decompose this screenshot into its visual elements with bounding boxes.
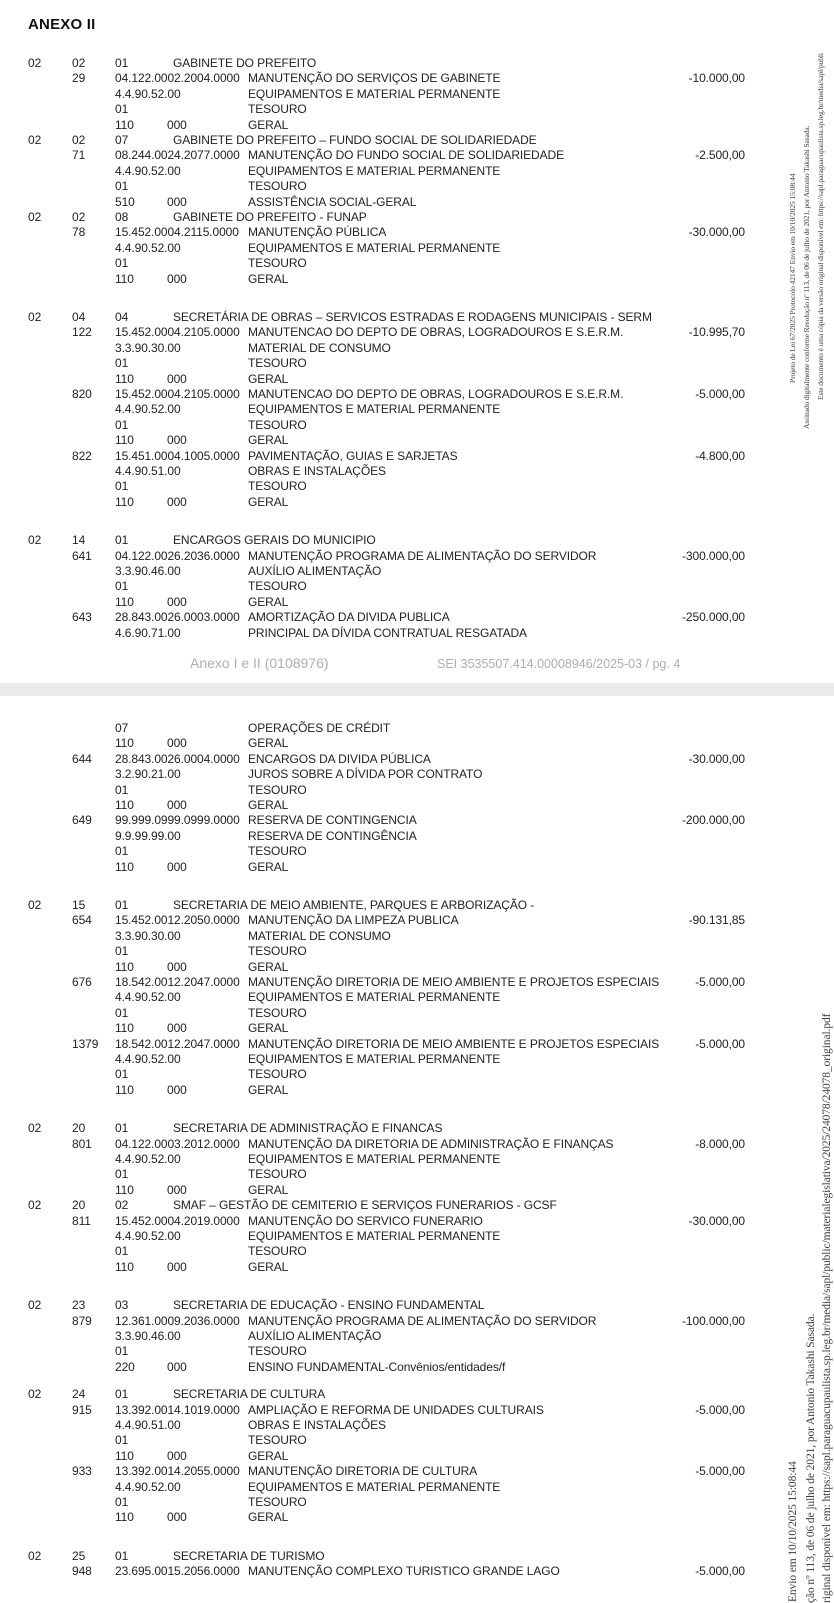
cell-unidade-ficha: 654 (72, 913, 92, 928)
cell-code: 02 (115, 1198, 129, 1213)
description: MANUTENÇÃO PROGRAMA DE ALIMENTAÇÃO DO SERVIDOR (248, 548, 597, 563)
cell-code: 01 (115, 1433, 129, 1448)
description: GERAL (248, 1082, 289, 1097)
cell-unidade-ficha: 676 (72, 975, 92, 989)
cell-code: 110 (115, 1510, 134, 1525)
cell-code: 4.4.90.52.00 (115, 1052, 181, 1066)
cell-code: 4.4.90.52.00 (115, 86, 181, 101)
description: TESOURO (248, 1067, 307, 1082)
description: ASSISTÊNCIA SOCIAL-GERAL (248, 194, 417, 209)
description: GERAL (248, 594, 289, 609)
description: GERAL (248, 959, 289, 974)
cell-unidade-ficha: 14 (72, 533, 86, 548)
description: OPERAÇÕES DE CRÉDIT (248, 721, 391, 735)
cell-code: 01 (115, 1121, 129, 1136)
cell-unidade-ficha: 643 (72, 610, 92, 625)
description: GERAL (248, 1021, 289, 1036)
description: EQUIPAMENTOS E MATERIAL PERMANENTE (248, 1152, 501, 1166)
cell-code: 04.122.0002.2004.0000 (115, 71, 240, 86)
cell-code: 4.4.90.52.00 (115, 1479, 181, 1494)
description: RESERVA DE CONTINGÊNCIA (248, 828, 417, 843)
cell-code: 15.452.0004.2115.0000 (115, 225, 239, 240)
cell-subcode: 000 (167, 271, 187, 286)
description: MATERIAL DE CONSUMO (248, 928, 391, 943)
cell-unidade-ficha: 1379 (72, 1036, 99, 1051)
description: MANUTENÇÃO COMPLEXO TURISTICO GRANDE LAGO (248, 1564, 560, 1579)
cell-code: 110 (115, 494, 134, 509)
cell-code: 03 (115, 1298, 129, 1313)
description: EQUIPAMENTOS E MATERIAL PERMANENTE (248, 1229, 501, 1243)
cell-code: 4.4.90.52.00 (115, 163, 181, 178)
description: MANUTENÇÃO DO SERVIÇOS DE GABINETE (248, 71, 501, 86)
cell-orgao: 02 (28, 898, 42, 912)
cell-code: 110 (115, 1182, 134, 1197)
cell-code: 3.2.90.21.00 (115, 767, 181, 782)
cell-subcode: 000 (167, 494, 187, 509)
description: AMPLIAÇÃO E REFORMA DE UNIDADES CULTURAIS (248, 1402, 544, 1417)
description: MATERIAL DE CONSUMO (248, 340, 391, 355)
cell-code: 01 (115, 844, 129, 859)
cell-code: 15.452.0004.2105.0000 (115, 325, 240, 340)
description: GERAL (248, 798, 289, 812)
cell-code: 18.542.0012.2047.0000 (115, 1036, 240, 1051)
cell-subcode: 000 (167, 736, 187, 751)
signature-stamp-line: ção nº 113, de 06 de julho de 2021, por Antonio Takashi Sasada. (805, 1313, 817, 1603)
description: GERAL (248, 1510, 289, 1525)
cell-code: 9.9.99.99.00 (115, 828, 181, 843)
footer-doc-ref: Anexo I e II (0108976) (190, 655, 329, 671)
cell-code: 3.3.90.30.00 (115, 928, 181, 943)
group-title: SECRETÁRIA DE OBRAS – SERVICOS ESTRADAS E RODAGENS MUNICIPAIS - SERM (173, 310, 652, 324)
cell-code: 28.843.0026.0004.0000 (115, 751, 240, 766)
amount: -30.000,00 (688, 751, 745, 766)
cell-unidade-ficha: 948 (72, 1564, 92, 1579)
description: TESOURO (248, 356, 307, 371)
amount: -5.000,00 (695, 1402, 745, 1417)
description: TESOURO (248, 1244, 307, 1259)
description: OBRAS E INSTALAÇÕES (248, 464, 386, 478)
description: ENSINO FUNDAMENTAL-Convênios/entidades/f (248, 1359, 506, 1374)
amount: -30.000,00 (688, 225, 745, 240)
description: EQUIPAMENTOS E MATERIAL PERMANENTE (248, 990, 501, 1005)
description: AUXÍLIO ALIMENTAÇÃO (248, 1329, 382, 1343)
description: GERAL (248, 1448, 289, 1463)
cell-code: 110 (115, 1021, 134, 1036)
cell-orgao: 02 (28, 1121, 42, 1136)
cell-code: 3.3.90.30.00 (115, 340, 181, 355)
amount: -5.000,00 (695, 1464, 745, 1479)
cell-code: 110 (115, 798, 134, 812)
cell-code: 12.361.0009.2036.0000 (115, 1313, 240, 1328)
cell-unidade-ficha: 820 (72, 387, 92, 401)
amount: -8.000,00 (695, 1136, 745, 1151)
cell-code: 15.452.0012.2050.0000 (115, 913, 240, 928)
cell-subcode: 000 (167, 1448, 187, 1463)
cell-code: 01 (115, 1067, 129, 1082)
description: GERAL (248, 1182, 289, 1197)
cell-orgao: 02 (28, 1387, 42, 1402)
description: GERAL (248, 736, 289, 751)
cell-code: 4.4.90.52.00 (115, 1152, 181, 1166)
cell-code: 110 (115, 736, 134, 751)
description: MANUTENÇÃO DIRETORIA DE MEIO AMBIENTE E PROJETOS ESPECIAIS (248, 975, 660, 989)
amount: -5.000,00 (695, 1564, 745, 1579)
cell-code: 15.452.0004.2019.0000 (115, 1213, 240, 1228)
cell-orgao: 02 (28, 1298, 42, 1313)
amount: -5.000,00 (695, 975, 745, 989)
cell-code: 01 (115, 256, 129, 271)
cell-code: 15.452.0004.2105.0000 (115, 387, 240, 401)
cell-code: 04 (115, 310, 129, 324)
cell-code: 01 (115, 1495, 129, 1509)
cell-code: 110 (115, 1082, 134, 1097)
cell-orgao: 02 (28, 1548, 42, 1563)
cell-code: 01 (115, 1005, 129, 1020)
cell-code: 4.4.90.51.00 (115, 1418, 181, 1432)
cell-subcode: 000 (167, 1359, 187, 1374)
cell-code: 4.6.90.71.00 (115, 625, 181, 640)
description: GERAL (248, 1259, 289, 1274)
cell-subcode: 000 (167, 1259, 187, 1274)
description: ENCARGOS DA DIVIDA PÚBLICA (248, 751, 431, 766)
group-title: SECRETARIA DE TURISMO (173, 1548, 325, 1563)
cell-code: 04.122.0003.2012.0000 (115, 1136, 240, 1151)
cell-unidade-ficha: 933 (72, 1464, 92, 1479)
cell-code: 110 (115, 959, 134, 974)
cell-code: 08.244.0024.2077.0000 (115, 148, 240, 163)
footer-sei-ref: SEI 3535507.414.00008946/2025-03 / pg. 4 (437, 657, 681, 671)
description: RESERVA DE CONTINGENCIA (248, 813, 417, 828)
description: AMORTIZAÇÃO DA DIVIDA PUBLICA (248, 610, 450, 625)
cell-code: 4.4.90.52.00 (115, 990, 181, 1005)
cell-unidade-ficha: 20 (72, 1121, 86, 1136)
signature-stamp-line: riginal disponível em: https://sapl.paraguacupaulista.sp.leg.br/media/sapl/public/materialegislativa/2025/24078/24078_original.pdf (821, 1013, 833, 1603)
cell-code: 07 (115, 721, 129, 735)
cell-orgao: 02 (28, 133, 42, 147)
cell-code: 99.999.0999.0999.0000 (115, 813, 240, 828)
cell-code: 4.4.90.52.00 (115, 1229, 181, 1243)
description: MANUTENCAO DO DEPTO DE OBRAS, LOGRADOUROS E S.E.R.M. (248, 387, 624, 401)
cell-orgao: 02 (28, 310, 42, 324)
cell-code: 08 (115, 210, 129, 224)
cell-subcode: 000 (167, 859, 187, 874)
description: GERAL (248, 494, 289, 509)
cell-code: 01 (115, 102, 129, 117)
cell-unidade-ficha: 20 (72, 1198, 86, 1213)
cell-code: 01 (115, 1387, 129, 1402)
description: MANUTENÇÃO PÚBLICA (248, 225, 387, 240)
cell-subcode: 000 (167, 594, 187, 609)
cell-unidade-ficha: 24 (72, 1387, 86, 1402)
signature-stamp-line: Projeto de Lei 67/2025 Protocolo 42147 Envio em 10/10/2025 15:08:44 (788, 173, 797, 383)
group-title: GABINETE DO PREFEITO (173, 56, 317, 70)
group-title: ENCARGOS GERAIS DO MUNICIPIO (173, 533, 376, 548)
description: TESOURO (248, 256, 307, 271)
cell-code: 13.392.0014.1019.0000 (115, 1402, 240, 1417)
description: TESOURO (248, 179, 307, 194)
cell-unidade-ficha: 78 (72, 225, 86, 240)
description: MANUTENCAO DO DEPTO DE OBRAS, LOGRADOUROS E S.E.R.M. (248, 325, 624, 340)
group-title: SECRETARIA DE CULTURA (173, 1387, 326, 1402)
description: GERAL (248, 117, 289, 132)
cell-code: 13.392.0014.2055.0000 (115, 1464, 240, 1479)
cell-unidade-ficha: 649 (72, 813, 92, 828)
description: EQUIPAMENTOS E MATERIAL PERMANENTE (248, 163, 501, 178)
cell-code: 01 (115, 782, 129, 797)
cell-unidade-ficha: 15 (72, 898, 86, 912)
cell-code: 28.843.0026.0003.0000 (115, 610, 240, 625)
cell-unidade-ficha: 801 (72, 1136, 92, 1151)
description: AUXÍLIO ALIMENTAÇÃO (248, 564, 382, 578)
group-title: SECRETARIA DE MEIO AMBIENTE, PARQUES E ARBORIZAÇÃO - (173, 898, 535, 912)
description: TESOURO (248, 944, 307, 959)
cell-code: 15.451.0004.1005.0000 (115, 448, 240, 463)
description: TESOURO (248, 782, 307, 797)
cell-subcode: 000 (167, 1082, 187, 1097)
cell-unidade-ficha: 02 (72, 56, 86, 70)
description: EQUIPAMENTOS E MATERIAL PERMANENTE (248, 240, 501, 255)
cell-code: 4.4.90.52.00 (115, 402, 181, 417)
cell-code: 110 (115, 117, 134, 132)
cell-code: 3.3.90.46.00 (115, 564, 181, 578)
amount: -300.000,00 (682, 548, 745, 563)
group-title: SECRETARIA DE EDUCAÇÃO - ENSINO FUNDAMENTAL (173, 1298, 485, 1313)
cell-orgao: 02 (28, 56, 42, 70)
description: TESOURO (248, 1167, 307, 1182)
description: TESOURO (248, 844, 307, 859)
cell-subcode: 000 (167, 194, 187, 209)
group-title: GABINETE DO PREFEITO – FUNDO SOCIAL DE SOLIDARIEDADE (173, 133, 537, 147)
signature-stamp-line: Este documento é uma cópia da versão original disponível em: https://sapl.paraguacupaulista.sp.leg.br/media/sapl/publi (816, 53, 825, 400)
description: PAVIMENTAÇÃO, GUIAS E SARJETAS (248, 448, 458, 463)
cell-code: 01 (115, 1244, 129, 1259)
amount: -2.500,00 (695, 148, 745, 163)
cell-code: 01 (115, 944, 129, 959)
cell-unidade-ficha: 811 (72, 1213, 91, 1228)
description: MANUTENÇÃO DIRETORIA DE MEIO AMBIENTE E PROJETOS ESPECIAIS (248, 1036, 660, 1051)
amount: -5.000,00 (695, 1036, 745, 1051)
group-title: SMAF – GESTÃO DE CEMITERIO E SERVIÇOS FUNERARIOS - GCSF (173, 1198, 557, 1213)
cell-subcode: 000 (167, 959, 187, 974)
cell-code: 01 (115, 1167, 129, 1182)
cell-unidade-ficha: 02 (72, 210, 86, 224)
cell-unidade-ficha: 23 (72, 1298, 86, 1313)
cell-code: 01 (115, 1548, 129, 1563)
cell-code: 01 (115, 417, 129, 432)
cell-code: 01 (115, 1344, 129, 1359)
cell-unidade-ficha: 71 (72, 148, 86, 163)
description: TESOURO (248, 1433, 307, 1448)
amount: -250.000,00 (682, 610, 745, 625)
cell-orgao: 02 (28, 210, 42, 224)
cell-unidade-ficha: 02 (72, 133, 86, 147)
cell-code: 510 (115, 194, 135, 209)
cell-code: 110 (115, 371, 134, 386)
cell-unidade-ficha: 644 (72, 751, 92, 766)
description: EQUIPAMENTOS E MATERIAL PERMANENTE (248, 1479, 501, 1494)
cell-code: 220 (115, 1359, 135, 1374)
cell-code: 4.4.90.52.00 (115, 240, 181, 255)
cell-code: 07 (115, 133, 129, 147)
cell-code: 01 (115, 179, 129, 194)
cell-code: 01 (115, 579, 129, 594)
description: OBRAS E INSTALAÇÕES (248, 1418, 386, 1432)
cell-subcode: 000 (167, 1510, 187, 1525)
description: TESOURO (248, 479, 307, 494)
amount: -4.800,00 (695, 448, 745, 463)
cell-code: 110 (115, 1448, 134, 1463)
cell-code: 110 (115, 859, 134, 874)
description: JUROS SOBRE A DÍVIDA POR CONTRATO (248, 767, 483, 782)
amount: -30.000,00 (688, 1213, 745, 1228)
cell-code: 01 (115, 479, 129, 494)
cell-subcode: 000 (167, 1182, 187, 1197)
cell-unidade-ficha: 25 (72, 1548, 86, 1563)
description: EQUIPAMENTOS E MATERIAL PERMANENTE (248, 402, 501, 417)
description: TESOURO (248, 417, 307, 432)
cell-code: 01 (115, 356, 129, 371)
description: MANUTENÇÃO DIRETORIA DE CULTURA (248, 1464, 478, 1479)
description: GERAL (248, 433, 289, 448)
description: GERAL (248, 859, 289, 874)
cell-orgao: 02 (28, 533, 42, 548)
cell-unidade-ficha: 641 (72, 548, 92, 563)
cell-subcode: 000 (167, 798, 187, 812)
cell-code: 01 (115, 533, 129, 548)
description: MANUTENÇÃO DO SERVICO FUNERARIO (248, 1213, 483, 1228)
description: TESOURO (248, 102, 307, 117)
description: TESOURO (248, 579, 307, 594)
cell-subcode: 000 (167, 433, 187, 448)
amount: -5.000,00 (695, 387, 745, 401)
description: GERAL (248, 371, 289, 386)
amount: -200.000,00 (682, 813, 745, 828)
amount: -100.000,00 (682, 1313, 745, 1328)
cell-code: 4.4.90.51.00 (115, 464, 181, 478)
cell-code: 01 (115, 898, 129, 912)
cell-code: 04.122.0026.2036.0000 (115, 548, 240, 563)
cell-orgao: 02 (28, 1198, 42, 1213)
amount: -90.131,85 (688, 913, 745, 928)
description: MANUTENÇÃO PROGRAMA DE ALIMENTAÇÃO DO SERVIDOR (248, 1313, 597, 1328)
cell-code: 01 (115, 56, 129, 70)
page-title: ANEXO II (28, 16, 96, 33)
description: GERAL (248, 271, 289, 286)
amount: -10.000,00 (688, 71, 745, 86)
description: TESOURO (248, 1005, 307, 1020)
cell-code: 18.542.0012.2047.0000 (115, 975, 240, 989)
cell-unidade-ficha: 04 (72, 310, 86, 324)
description: EQUIPAMENTOS E MATERIAL PERMANENTE (248, 86, 501, 101)
group-title: SECRETARIA DE ADMINISTRAÇÃO E FINANCAS (173, 1121, 443, 1136)
signature-stamp-line: Envio em 10/10/2025 15:08:44 (787, 1461, 799, 1602)
signature-stamp-line: Assinado digitalmente conforme Resolução nº 113, de 06 de julho de 2021, por Antonio Takashi Sasada. (802, 125, 811, 429)
cell-unidade-ficha: 915 (72, 1402, 92, 1417)
cell-code: 23.695.0015.2056.0000 (115, 1564, 240, 1579)
cell-unidade-ficha: 879 (72, 1313, 92, 1328)
description: TESOURO (248, 1344, 307, 1359)
description: MANUTENÇÃO DO FUNDO SOCIAL DE SOLIDARIEDADE (248, 148, 564, 163)
cell-code: 110 (115, 271, 134, 286)
description: MANUTENÇÃO DA LIMPEZA PUBLICA (248, 913, 459, 928)
description: EQUIPAMENTOS E MATERIAL PERMANENTE (248, 1052, 501, 1066)
cell-unidade-ficha: 29 (72, 71, 86, 86)
description: MANUTENÇÃO DA DIRETORIA DE ADMINISTRAÇÃO E FINANÇAS (248, 1136, 614, 1151)
cell-unidade-ficha: 122 (72, 325, 92, 340)
cell-subcode: 000 (167, 371, 187, 386)
cell-subcode: 000 (167, 1021, 187, 1036)
cell-unidade-ficha: 822 (72, 448, 92, 463)
amount: -10.995,70 (688, 325, 745, 340)
description: TESOURO (248, 1495, 307, 1509)
description: PRINCIPAL DA DÍVIDA CONTRATUAL RESGATADA (248, 625, 527, 640)
cell-code: 3.3.90.46.00 (115, 1329, 181, 1343)
cell-code: 110 (115, 1259, 134, 1274)
cell-code: 110 (115, 594, 134, 609)
cell-code: 110 (115, 433, 134, 448)
group-title: GABINETE DO PREFEITO - FUNAP (173, 210, 367, 224)
cell-subcode: 000 (167, 117, 187, 132)
